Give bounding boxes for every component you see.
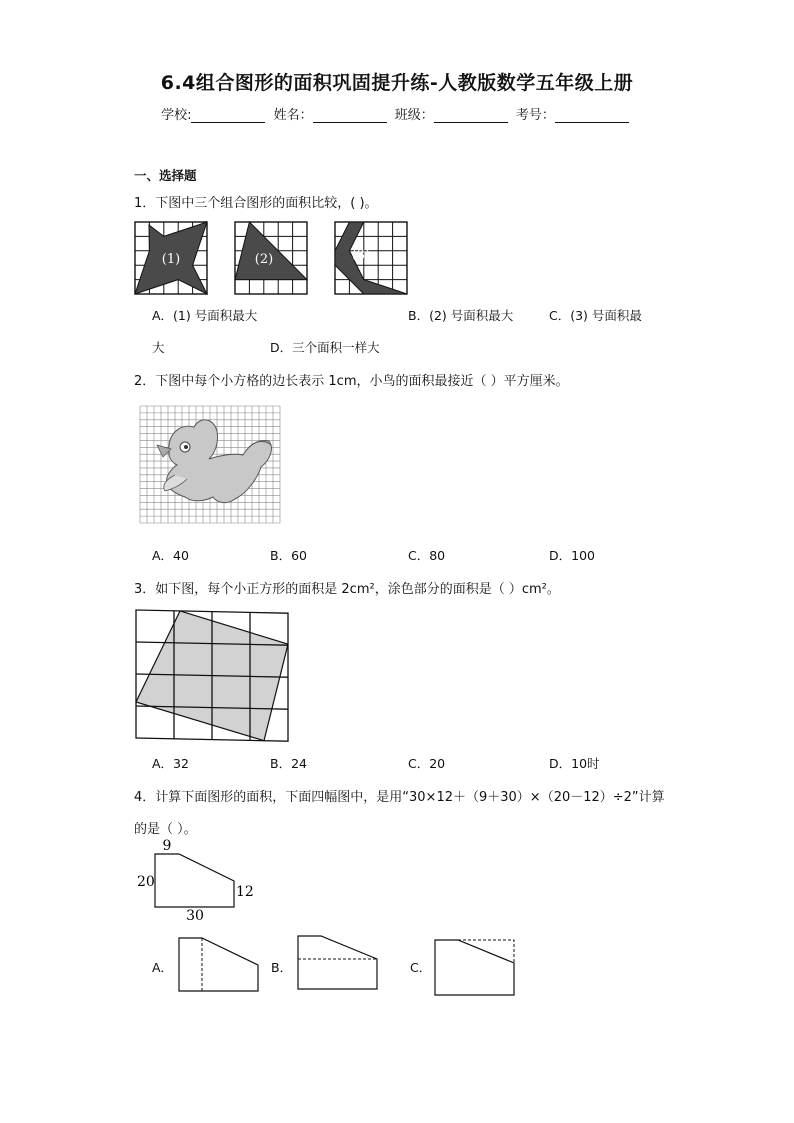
q3-option-c[interactable]: C．20 [408, 756, 446, 771]
dim-top: 9 [162, 838, 172, 854]
q4-option-b-figure[interactable] [297, 935, 379, 991]
bird-figure [157, 420, 271, 503]
number-label: 考号： [515, 108, 555, 123]
q1-text: 1．下图中三个组合图形的面积比较，( )。 [134, 196, 378, 211]
q1-figure-1 [135, 222, 207, 294]
q4-option-b[interactable]: B． [271, 960, 293, 975]
q1-option-c-cont: 大 [152, 340, 165, 355]
section-title: 一、选择题 [134, 168, 197, 183]
dim-bottom: 30 [186, 908, 204, 924]
fig2-label: (2) [254, 252, 274, 267]
q2-bird-grid [139, 405, 281, 525]
q1-option-b[interactable]: B．(2) 号面积最大 [408, 308, 514, 323]
q1-figure-3 [335, 222, 407, 294]
school-blank[interactable] [191, 110, 265, 123]
q1-option-a[interactable]: A．(1) 号面积最大 [152, 308, 258, 323]
q2-text: 2．下图中每个小方格的边长表示 1cm，小鸟的面积最接近（ ）平方厘米。 [134, 374, 569, 389]
name-label: 姓名： [273, 108, 313, 123]
fig3-label: (3) [351, 248, 371, 263]
dim-right: 12 [236, 884, 254, 900]
q2-option-a[interactable]: A．40 [152, 548, 189, 563]
q4-text-line2: 的是（ ）。 [134, 822, 197, 837]
class-blank[interactable] [434, 110, 508, 123]
q4-option-c[interactable]: C． [410, 960, 432, 975]
fig1-label: (1) [161, 252, 181, 267]
q4-option-a-figure[interactable] [178, 937, 260, 995]
name-blank[interactable] [313, 110, 387, 123]
q4-main-figure [136, 838, 266, 924]
q2-option-b[interactable]: B．60 [270, 548, 307, 563]
student-info-line [0, 104, 794, 123]
q1-figure-2 [235, 222, 307, 294]
class-label: 班级： [394, 108, 434, 123]
q1-option-c[interactable]: C．(3) 号面积最 [549, 308, 642, 323]
q1-option-d[interactable]: D．三个面积一样大 [270, 340, 380, 355]
q3-option-d[interactable]: D．10时 [549, 756, 600, 771]
q3-option-b[interactable]: B．24 [270, 756, 307, 771]
q3-option-a[interactable]: A．32 [152, 756, 189, 771]
q4-option-c-figure[interactable] [434, 939, 516, 997]
q2-option-c[interactable]: C．80 [408, 548, 446, 563]
page-title: 6.4组合图形的面积巩固提升练-人教版数学五年级上册 [160, 72, 634, 94]
q4-option-a[interactable]: A． [152, 960, 174, 975]
q3-grid-figure [134, 608, 294, 740]
dim-left: 20 [137, 874, 155, 890]
school-label: 学校: [161, 108, 192, 123]
q1-figures [134, 221, 414, 296]
q3-text: 3．如下图，每个小正方形的面积是 2cm²，涂色部分的面积是（ ）cm²。 [134, 582, 560, 597]
q2-option-d[interactable]: D．100 [549, 548, 595, 563]
number-blank[interactable] [555, 110, 629, 123]
q4-text-line1: 4．计算下面图形的面积，下面四幅图中，是用“30×12＋（9＋30）×（20－12）÷2”计算 [134, 790, 665, 805]
